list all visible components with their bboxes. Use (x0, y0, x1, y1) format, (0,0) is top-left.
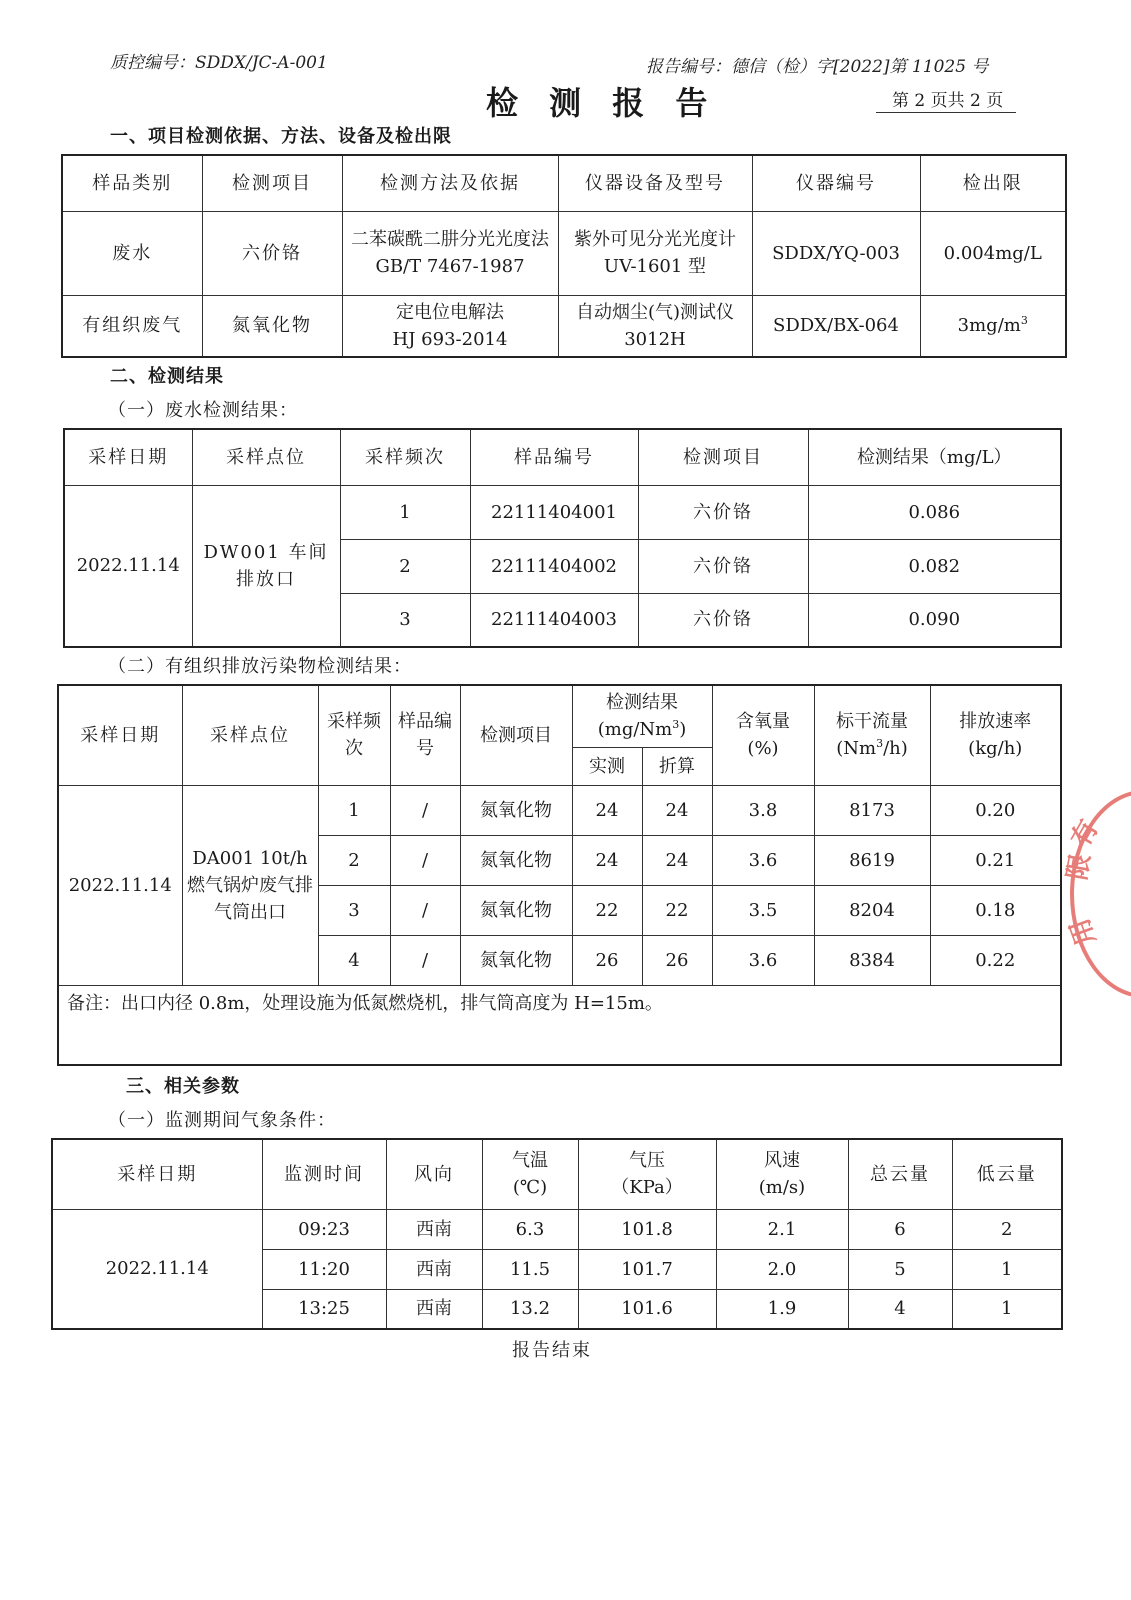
cell: 26 (642, 935, 712, 985)
col-converted: 折算 (642, 747, 712, 785)
col-rate (930, 685, 1061, 785)
col-method: 检测方法及依据 (342, 155, 558, 211)
cell: / (390, 935, 460, 985)
col-test-item: 检测项目 (460, 685, 572, 785)
cell: 8204 (814, 885, 930, 935)
cell: 氮氧化物 (460, 935, 572, 985)
pressure-unit: （KPa） (611, 1177, 683, 1199)
limit-value: 3mg/m (957, 315, 1021, 337)
cell: 3.8 (712, 785, 814, 835)
cell: 26 (572, 935, 642, 985)
cell: 24 (572, 785, 642, 835)
emission-heading: （二）有组织排放污染物检测结果： (108, 656, 412, 677)
cell: 1 (952, 1249, 1062, 1289)
cell: 22 (572, 885, 642, 935)
cell: 8384 (814, 935, 930, 985)
col-flow (814, 685, 930, 785)
cell: 22111404003 (470, 593, 638, 647)
section3-heading: 三、相关参数 (126, 1076, 240, 1097)
cell: / (390, 835, 460, 885)
col-oxygen (712, 685, 814, 785)
col-sample-type: 样品类别 (62, 155, 202, 211)
flow-unit: (Nm$^3$/h) (836, 737, 908, 760)
cell: 1 (340, 485, 470, 539)
col-sampling-date: 采样日期 (58, 685, 182, 785)
sampling-date: 2022.11.14 (64, 485, 192, 647)
col-detection-limit: 检出限 (920, 155, 1066, 211)
wastewater-header (64, 429, 1061, 485)
emission-header (58, 685, 1061, 747)
sampling-point: DW001 车间排放口 (192, 485, 340, 647)
cell: 氮氧化物 (460, 785, 572, 835)
weather-table (51, 1138, 1063, 1330)
table-row (64, 485, 1061, 539)
cell: 5 (848, 1249, 952, 1289)
cell: 0.086 (808, 485, 1061, 539)
cell: 3.6 (712, 935, 814, 985)
col-sampling-frequency: 采样频次 (340, 429, 470, 485)
method-table-header (62, 155, 1066, 211)
cell: 自动烟尘(气)测试仪 3012H (558, 295, 752, 357)
cell: 3 (318, 885, 390, 935)
cell: 2 (952, 1209, 1062, 1249)
wind-speed-unit: (m/s) (758, 1177, 806, 1199)
table-row (62, 211, 1066, 295)
col-result: 检测结果（mg/L） (808, 429, 1061, 485)
cell: 4 (318, 935, 390, 985)
cell: 6 (848, 1209, 952, 1249)
col-test-item: 检测项目 (202, 155, 342, 211)
cell: 3 (340, 593, 470, 647)
qc-number: 质控编号：SDDX/JC-A-001 (110, 53, 328, 73)
col-test-item: 检测项目 (638, 429, 808, 485)
cell: 8619 (814, 835, 930, 885)
cell: 3.5 (712, 885, 814, 935)
oxygen-unit: (%) (747, 738, 779, 760)
method-table (61, 154, 1067, 358)
cell (920, 295, 1066, 357)
cell: 西南 (386, 1249, 482, 1289)
cell: 六价铬 (638, 539, 808, 593)
col-sampling-point: 采样点位 (182, 685, 318, 785)
result-label: 检测结果 (606, 692, 678, 714)
cell: 0.004mg/L (920, 211, 1066, 295)
cell: 二苯碳酰二肼分光光度法 GB/T 7467-1987 (342, 211, 558, 295)
cell: / (390, 785, 460, 835)
col-sampling-point: 采样点位 (192, 429, 340, 485)
cell: 0.21 (930, 835, 1061, 885)
weather-header (52, 1139, 1062, 1209)
col-wind-direction: 风向 (386, 1139, 482, 1209)
emission-table (57, 684, 1062, 1066)
remark: 备注：出口内径 0.8m，处理设施为低氮燃烧机，排气筒高度为 H=15m。 (58, 985, 1061, 1065)
cell: 13:25 (262, 1289, 386, 1329)
cell: SDDX/YQ-003 (752, 211, 920, 295)
weather-heading: （一）监测期间气象条件： (108, 1110, 336, 1131)
cell: 6.3 (482, 1209, 578, 1249)
cell: 09:23 (262, 1209, 386, 1249)
cell: / (390, 885, 460, 935)
cell: 废水 (62, 211, 202, 295)
cell: 101.7 (578, 1249, 716, 1289)
cell: 定电位电解法 HJ 693-2014 (342, 295, 558, 357)
col-sample-no: 样品编号 (470, 429, 638, 485)
col-monitor-time: 监测时间 (262, 1139, 386, 1209)
col-temperature (482, 1139, 578, 1209)
col-pressure (578, 1139, 716, 1209)
col-sampling-frequency: 采样频次 (318, 685, 390, 785)
rate-unit: (kg/h) (968, 738, 1023, 760)
wastewater-table (63, 428, 1062, 648)
cell: 有组织废气 (62, 295, 202, 357)
cell: 西南 (386, 1289, 482, 1329)
cell: 24 (572, 835, 642, 885)
company-seal-icon: 有 限 用 (1070, 790, 1131, 998)
cell: 8173 (814, 785, 930, 835)
col-instrument: 仪器设备及型号 (558, 155, 752, 211)
cell: 0.20 (930, 785, 1061, 835)
cell: 22 (642, 885, 712, 935)
cell: 11:20 (262, 1249, 386, 1289)
table-row (58, 785, 1061, 835)
flow-label: 标干流量 (836, 711, 908, 733)
cell: 西南 (386, 1209, 482, 1249)
table-row (52, 1209, 1062, 1249)
cell: 0.090 (808, 593, 1061, 647)
cell: 氮氧化物 (460, 835, 572, 885)
col-instrument-no: 仪器编号 (752, 155, 920, 211)
cell: 氮氧化物 (460, 885, 572, 935)
col-sample-no: 样品编号 (390, 685, 460, 785)
cell: 氮氧化物 (202, 295, 342, 357)
temperature-label: 气温 (512, 1150, 548, 1172)
report-end: 报告结束 (512, 1340, 592, 1361)
sampling-point: DA001 10t/h 燃气锅炉废气排气筒出口 (182, 785, 318, 985)
cell: 22111404002 (470, 539, 638, 593)
limit-superscript: 3 (1020, 314, 1028, 328)
temperature-unit: (℃) (512, 1177, 548, 1199)
section1-heading: 一、项目检测依据、方法、设备及检出限 (110, 126, 452, 147)
oxygen-label: 含氧量 (736, 711, 790, 733)
wastewater-heading: （一）废水检测结果： (108, 400, 298, 421)
cell: 101.6 (578, 1289, 716, 1329)
cell: SDDX/BX-064 (752, 295, 920, 357)
col-result (572, 685, 712, 747)
col-total-cloud: 总云量 (848, 1139, 952, 1209)
pressure-label: 气压 (629, 1150, 665, 1172)
cell: 六价铬 (638, 593, 808, 647)
note-row (58, 985, 1061, 1065)
cell: 2.0 (716, 1249, 848, 1289)
cell: 24 (642, 835, 712, 885)
cell: 3.6 (712, 835, 814, 885)
page-info: 第 2 页共 2 页 (892, 91, 1004, 111)
report-number: 报告编号：德信（检）字[2022]第 11025 号 (646, 57, 989, 77)
cell: 0.18 (930, 885, 1061, 935)
cell: 24 (642, 785, 712, 835)
cell: 1 (952, 1289, 1062, 1329)
rate-label: 排放速率 (959, 711, 1032, 733)
wind-speed-label: 风速 (764, 1150, 800, 1172)
cell: 0.082 (808, 539, 1061, 593)
cell: 2 (318, 835, 390, 885)
cell: 紫外可见分光光度计 UV-1601 型 (558, 211, 752, 295)
col-wind-speed (716, 1139, 848, 1209)
cell: 11.5 (482, 1249, 578, 1289)
cell: 101.8 (578, 1209, 716, 1249)
col-sampling-date: 采样日期 (52, 1139, 262, 1209)
col-low-cloud: 低云量 (952, 1139, 1062, 1209)
cell: 2.1 (716, 1209, 848, 1249)
cell: 22111404001 (470, 485, 638, 539)
page-info-underline (876, 112, 1016, 113)
sampling-date: 2022.11.14 (58, 785, 182, 985)
cell: 六价铬 (638, 485, 808, 539)
table-row (62, 295, 1066, 357)
cell: 2 (340, 539, 470, 593)
cell: 4 (848, 1289, 952, 1329)
sampling-date: 2022.11.14 (52, 1209, 262, 1329)
result-unit: (mg/Nm$^3$) (597, 718, 687, 741)
cell: 1.9 (716, 1289, 848, 1329)
cell: 0.22 (930, 935, 1061, 985)
cell: 1 (318, 785, 390, 835)
cell: 六价铬 (202, 211, 342, 295)
col-measured: 实测 (572, 747, 642, 785)
section2-heading: 二、检测结果 (110, 366, 224, 387)
cell: 13.2 (482, 1289, 578, 1329)
page-title: 检 测 报 告 (486, 84, 718, 122)
col-sampling-date: 采样日期 (64, 429, 192, 485)
